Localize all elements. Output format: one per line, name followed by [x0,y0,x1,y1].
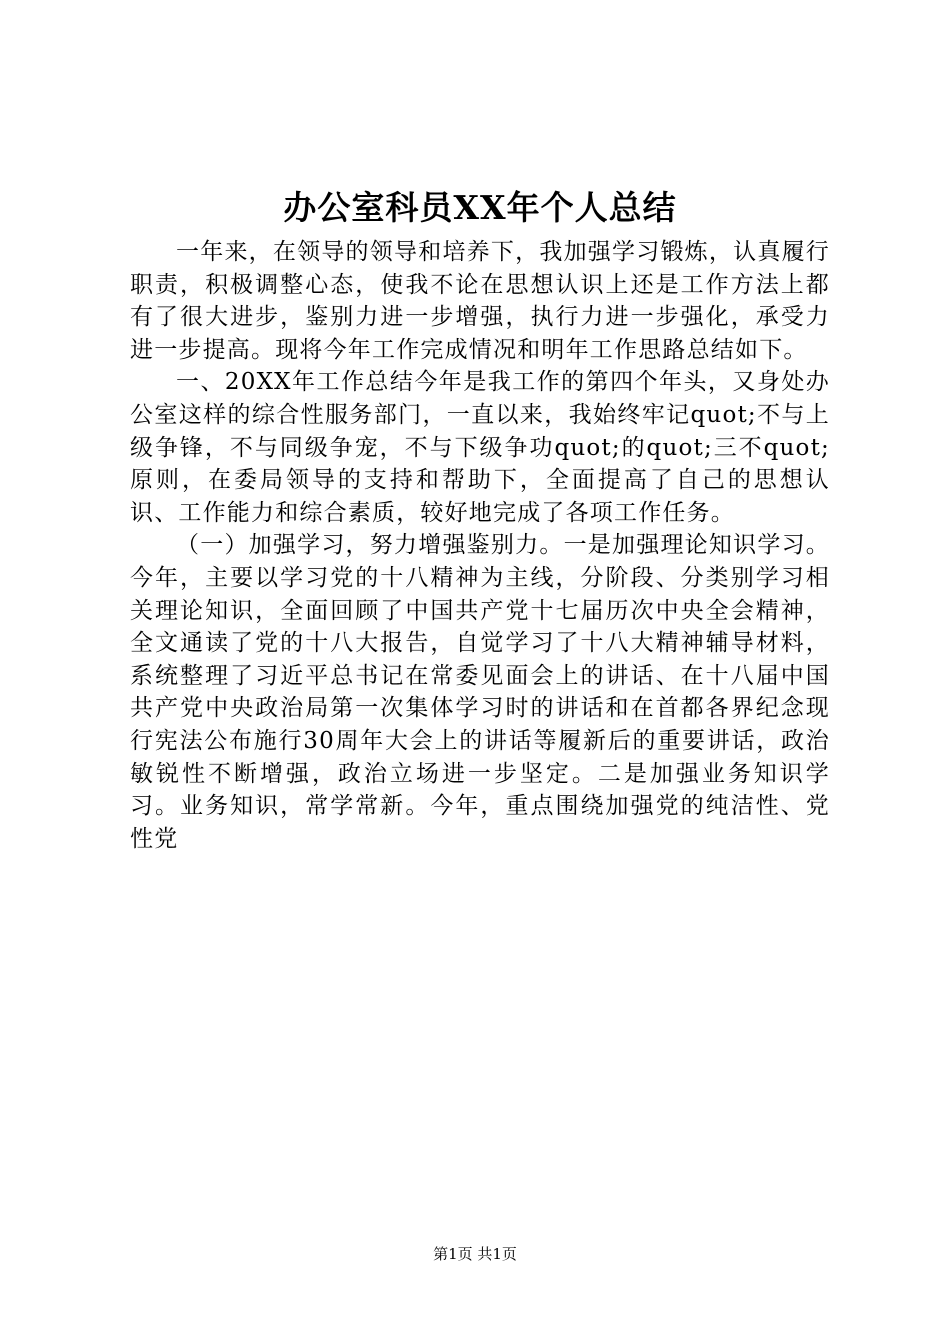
paragraph-intro: 一年来，在领导的领导和培养下，我加强学习锻炼，认真履行职责，积极调整心态，使我不论在思想认识上还是工作方法上都有了很大进步，鉴别力进一步增强，执行力进一步强化，承受力进一步提高。现将今年工作完成情况和明年工作思路总结如下。 [130,239,830,363]
page-number-footer: 第1页 共1页 [433,1245,517,1263]
document-body [130,236,830,855]
paragraph-subsection-one: （一）加强学习，努力增强鉴别力。一是加强理论知识学习。今年，主要以学习党的十八精神为主线，分阶段、分类别学习相关理论知识，全面回顾了中国共产党十七届历次中央全会精神，全文通读了党的十八大报告，自觉学习了十八大精神辅导材料，系统整理了习近平总书记在常委见面会上的讲话、在十八届中国共产党中央政治局第一次集体学习时的讲话和在首都各界纪念现行宪法公布施行30周年大会上的讲话等履新后的重要讲话，政治敏锐性不断增强，政治立场进一步坚定。二是加强业务知识学习。业务知识，常学常新。今年，重点围绕加强党的纯洁性、党性党 [130,532,830,852]
paragraph-section-one: 一、20XX年工作总结今年是我工作的第四个年头，又身处办公室这样的综合性服务部门，一直以来，我始终牢记quot;不与上级争锋，不与同级争宠，不与下级争功quot;的quot;三不quot;原则，在委局领导的支持和帮助下，全面提高了自己的思想认识、工作能力和综合素质，较好地完成了各项工作任务。 [130,369,830,526]
document-title: 办公室科员XX年个人总结 [283,188,677,227]
